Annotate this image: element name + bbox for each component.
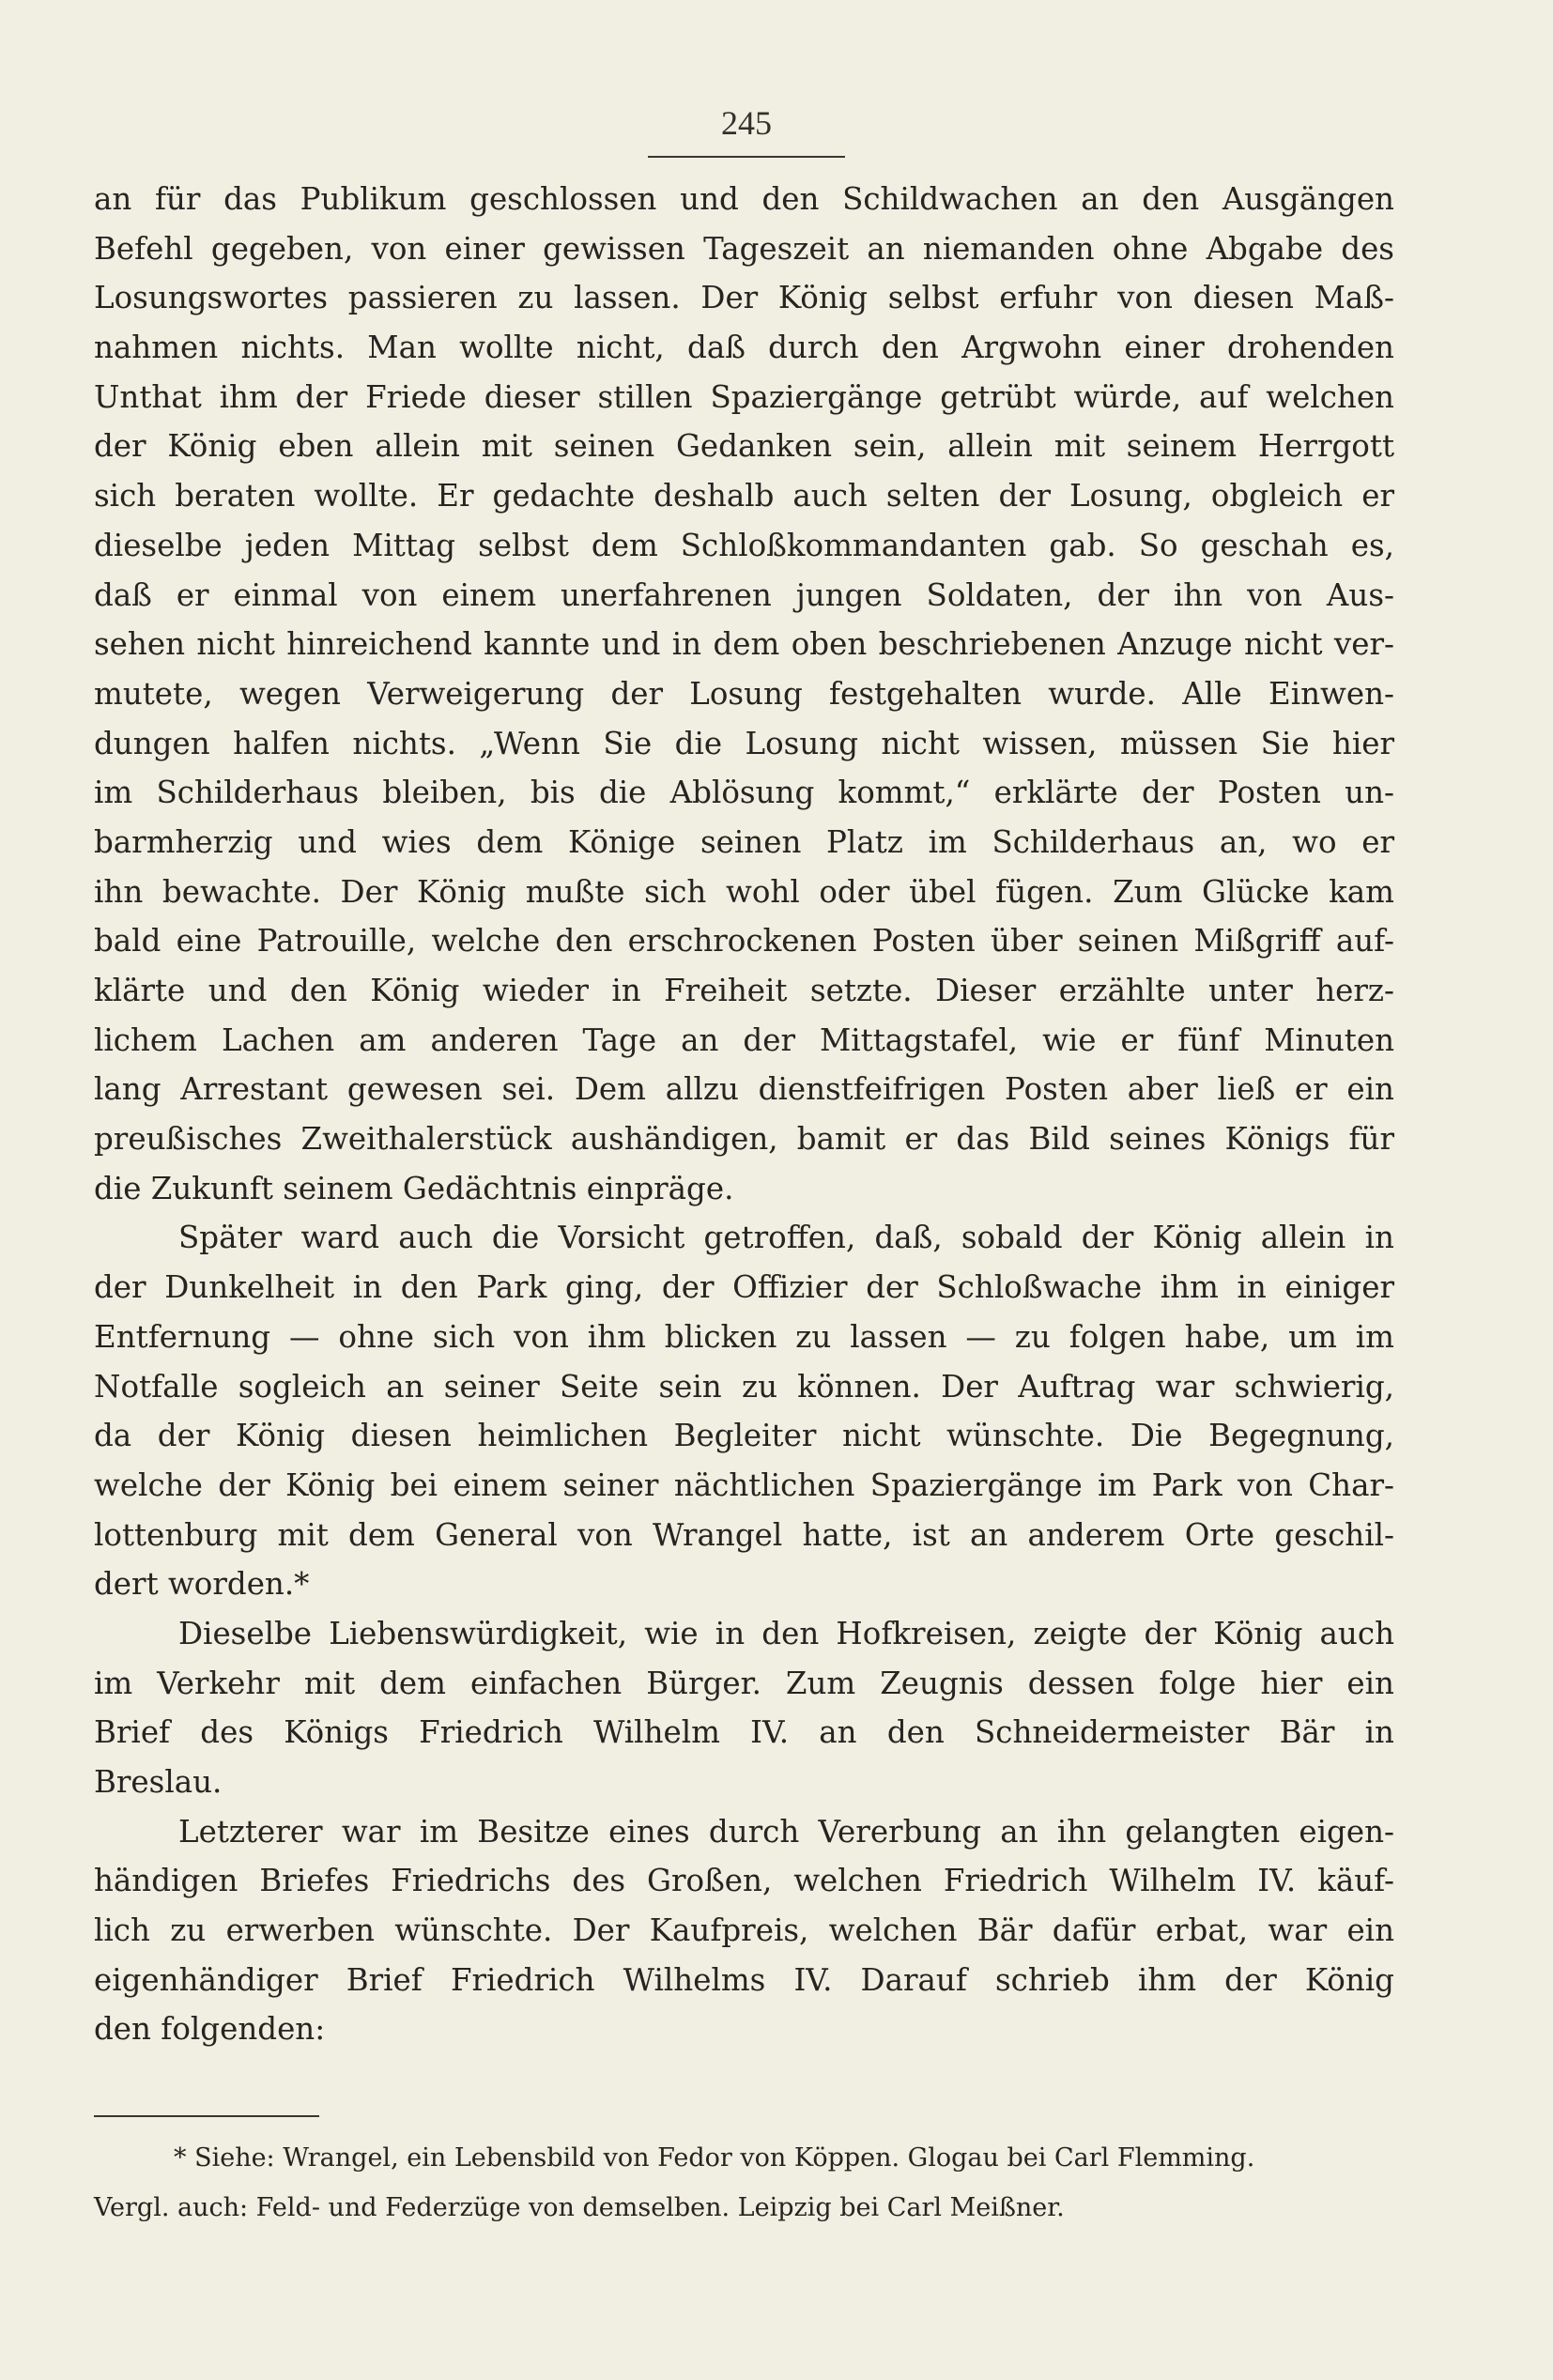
footnote-rule — [94, 2115, 319, 2117]
body-text — [94, 175, 1394, 2054]
text-line: Später ward auch die Vorsicht getroffen, daß, sobald der König allein in — [178, 1220, 1394, 1256]
text-line: händigen Briefes Friedrichs des Großen, welchen Friedrich Wilhelm IV. käuf- — [94, 1863, 1394, 1899]
text-line: dieselbe jeden Mittag selbst dem Schloßkommandanten gab. So geschah es, — [94, 527, 1394, 563]
text-line: Losungswortes passieren zu lassen. Der König selbst erfuhr von diesen Maß- — [94, 280, 1394, 316]
text-line: ihn bewachte. Der König mußte sich wohl oder übel fügen. Zum Glücke kam — [94, 873, 1394, 910]
text-line: barmherzig und wies dem Könige seinen Platz im Schilderhaus an, wo er — [94, 823, 1394, 860]
text-line: Breslau. — [94, 1764, 223, 1800]
text-line: klärte und den König wieder in Freiheit setzte. Dieser erzählte unter herz- — [94, 973, 1394, 1008]
footnote-line: * Siehe: Wrangel, ein Lebensbild von Fedor von Köppen. Glogau bei Carl Flemming. — [174, 2143, 1255, 2173]
page-number: 245 — [721, 104, 772, 142]
text-line: bald eine Patrouille, welche den erschrockenen Posten über seinen Mißgriff auf- — [94, 923, 1394, 960]
text-line: dert worden.* — [94, 1566, 310, 1603]
text-line: die Zukunft seinem Gedächtnis einpräge. — [94, 1170, 734, 1206]
footnote-line: Vergl. auch: Feld- und Federzüge von demselben. Leipzig bei Carl Meißner. — [94, 2193, 1065, 2222]
text-line: der Dunkelheit in den Park ging, der Offizier der Schloßwache ihm in einiger — [94, 1269, 1394, 1306]
text-line: daß er einmal von einem unerfahrenen jungen Soldaten, der ihn von Aus- — [94, 576, 1394, 613]
text-line: preußisches Zweithalerstück aushändigen, bamit er das Bild seines Königs für — [94, 1121, 1394, 1158]
text-line: sich beraten wollte. Er gedachte deshalb auch selten der Losung, obgleich er — [94, 478, 1394, 514]
text-line: welche der König bei einem seiner nächtlichen Spaziergänge im Park von Char- — [94, 1466, 1394, 1503]
text-line: lottenburg mit dem General von Wrangel hatte, ist an anderem Orte geschil- — [94, 1516, 1394, 1553]
text-line: dungen halfen nichts. „Wenn Sie die Losung nicht wissen, müssen Sie hier — [94, 725, 1394, 761]
text-line: lang Arrestant gewesen sei. Dem allzu dienstfeifrigen Posten aber ließ er ein — [94, 1071, 1394, 1108]
text-line: im Verkehr mit dem einfachen Bürger. Zum Zeugnis dessen folge hier ein — [94, 1665, 1394, 1701]
text-line: Entfernung — ohne sich von ihm blicken zu lassen — zu folgen habe, um im — [94, 1318, 1394, 1355]
text-line: den folgenden: — [94, 2011, 326, 2048]
text-line: eigenhändiger Brief Friedrich Wilhelms IV. Darauf schrieb ihm der König — [94, 1961, 1394, 1998]
footnote — [94, 2133, 1394, 2233]
text-line: da der König diesen heimlichen Begleiter nicht wünschte. Die Begegnung, — [94, 1418, 1394, 1454]
text-line: lichem Lachen am anderen Tage an der Mittagstafel, wie er fünf Minuten — [94, 1021, 1394, 1058]
text-line: an für das Publikum geschlossen und den Schildwachen an den Ausgängen — [94, 181, 1394, 217]
text-line: Unthat ihm der Friede dieser stillen Spaziergänge getrübt würde, auf welchen — [94, 378, 1394, 415]
text-line: Notfalle sogleich an seiner Seite sein zu können. Der Auftrag war schwierig, — [94, 1368, 1394, 1405]
text-line: mutete, wegen Verweigerung der Losung festgehalten wurde. Alle Einwen- — [94, 675, 1394, 712]
text-line: Brief des Königs Friedrich Wilhelm IV. an den Schneidermeister Bär in — [94, 1714, 1394, 1751]
text-line: lich zu erwerben wünschte. Der Kaufpreis, welchen Bär dafür erbat, war ein — [94, 1912, 1394, 1949]
text-line: nahmen nichts. Man wollte nicht, daß durch den Argwohn einer drohenden — [94, 330, 1394, 366]
text-line: Befehl gegeben, von einer gewissen Tageszeit an niemanden ohne Abgabe des — [94, 230, 1394, 267]
text-line: Dieselbe Liebenswürdigkeit, wie in den Hofkreisen, zeigte der König auch — [178, 1615, 1394, 1651]
header-rule — [648, 156, 845, 158]
text-line: sehen nicht hinreichend kannte und in dem oben beschriebenen Anzuge nicht ver- — [94, 626, 1394, 663]
text-line: Letzterer war im Besitze eines durch Vererbung an ihn gelangten eigen- — [178, 1813, 1394, 1850]
text-line: im Schilderhaus bleiben, bis die Ablösung kommt,“ erklärte der Posten un- — [94, 775, 1394, 811]
text-line: der König eben allein mit seinen Gedanken sein, allein mit seinem Herrgott — [94, 428, 1394, 465]
